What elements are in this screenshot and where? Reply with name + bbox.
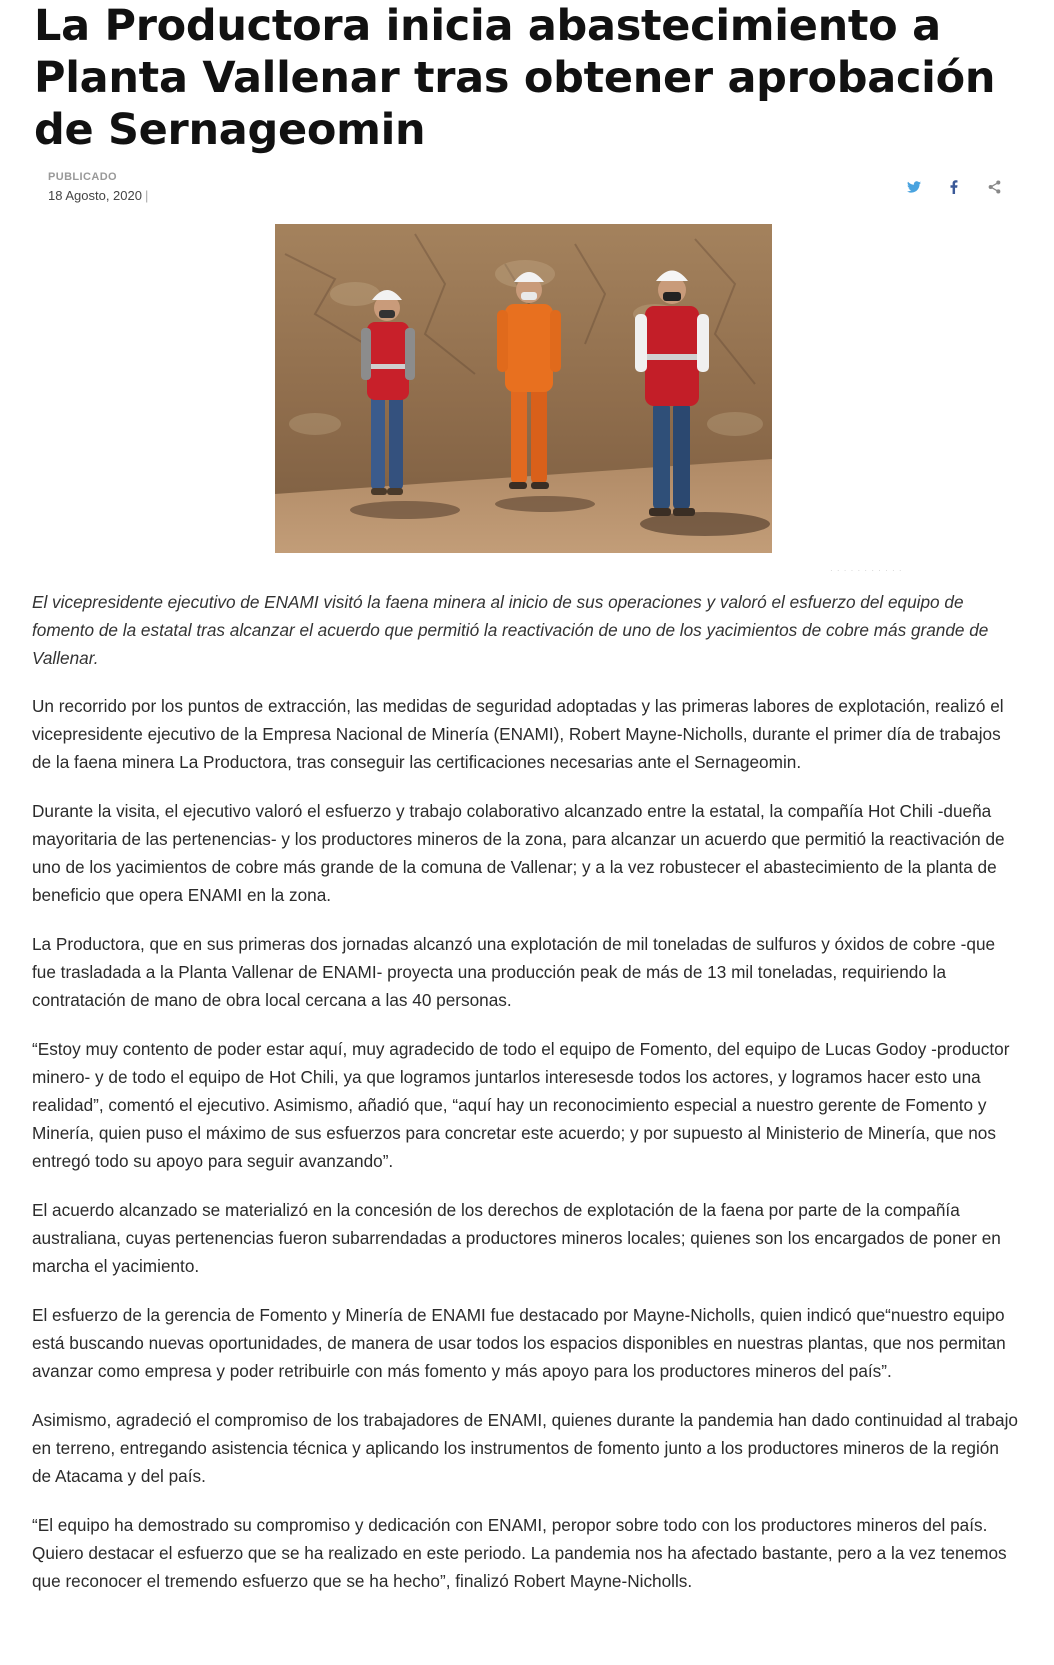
twitter-share-button[interactable] bbox=[905, 178, 923, 196]
article-paragraph: “El equipo ha demostrado su compromiso y dedicación con ENAMI, peropor sobre todo con los productores mineros del país. Quiero destacar el esfuerzo que se ha realizado en este periodo. La pandemia nos ha afectado bastante, pero a la vez tenemos que reconocer el tremendo esfuerzo que se ha hecho”, finalizó Robert Mayne-Nicholls. bbox=[32, 1515, 1007, 1591]
article-body bbox=[32, 588, 1022, 1616]
article-paragraph: La Productora, que en sus primeras dos jornadas alcanzó una explotación de mil toneladas de sulfuros y óxidos de cobre -que fue trasladada a la Planta Vallenar de ENAMI- proyecta una producción peak de más de 13 mil toneladas, requiriendo la contratación de mano de obra local cercana a las 40 personas. bbox=[32, 934, 996, 1010]
article-paragraph: Un recorrido por los puntos de extracción, las medidas de seguridad adoptadas y las primeras labores de explotación, realizó el vicepresidente ejecutivo de la Empresa Nacional de Minería (ENAMI), Robert Mayne-Nicholls, durante el primer día de trabajos de la faena minera La Productora, tras conseguir las certificaciones necesarias ante el Sernageomin. bbox=[32, 696, 1004, 772]
article-paragraph: El acuerdo alcanzado se materializó en la concesión de los derechos de explotación de la faena por parte de la compañía australiana, cuyas pertenencias fueron subarrendadas a productores mineros locales; quienes son los encargados de poner en marcha el yacimiento. bbox=[32, 1200, 1001, 1276]
publish-date: 18 Agosto, 2020 bbox=[48, 188, 142, 203]
photo-caption-dots: · · · · · · · · · · · bbox=[830, 566, 903, 575]
share-bar bbox=[905, 178, 1003, 196]
article-paragraph: El esfuerzo de la gerencia de Fomento y Minería de ENAMI fue destacado por Mayne-Nicholls, quien indicó que“nuestro equipo está buscando nuevas oportunidades, de manera de usar todos los espacios disponibles en nuestras plantas, que nos permitan avanzar como empresa y poder retribuirle con más fomento y más apoyo para los productores mineros del país”. bbox=[32, 1305, 1006, 1381]
facebook-icon bbox=[950, 180, 958, 194]
article-title: La Productora inicia abastecimiento a Planta Vallenar tras obtener aprobación de Sernageomin bbox=[34, 1, 996, 155]
share-icon bbox=[988, 180, 1001, 194]
mine-visit-photo bbox=[275, 224, 772, 553]
meta-separator: | bbox=[144, 188, 149, 203]
article-paragraph: Durante la visita, el ejecutivo valoró el esfuerzo y trabajo colaborativo alcanzado entre la estatal, la compañía Hot Chili -dueña mayoritaria de las pertenencias- y los productores mineros de la zona, para alcanzar un acuerdo que permitió la reactivación de uno de los yacimientos de cobre más grande de la comuna de Vallenar; y a la vez robustecer el abastecimiento de la planta de beneficio que opera ENAMI en la zona. bbox=[32, 801, 1005, 905]
twitter-icon bbox=[907, 181, 921, 193]
article-paragraph: “Estoy muy contento de poder estar aquí, muy agradecido de todo el equipo de Fomento, del equipo de Lucas Godoy -productor minero- y de todo el equipo de Hot Chili, ya que logramos juntarlos interesesde todos los actores, y logramos hacer esto una realidad”, comentó el ejecutivo. Asimismo, añadió que, “aquí hay un reconocimiento especial a nuestro gerente de Fomento y Minería, quien puso el máximo de sus esfuerzos para concretar este acuerdo; y por supuesto al Ministerio de Minería, que nos entregó todo su apoyo para seguir avanzando”. bbox=[32, 1039, 1010, 1171]
article-photo bbox=[275, 224, 772, 553]
article-lead: El vicepresidente ejecutivo de ENAMI visitó la faena minera al inicio de sus operaciones y valoró el esfuerzo del equipo de fomento de la estatal tras alcanzar el acuerdo que permitió la reactivación de uno de los yacimientos de cobre más grande de Vallenar. bbox=[32, 592, 989, 668]
published-label: PUBLICADO bbox=[48, 171, 117, 183]
facebook-share-button[interactable] bbox=[945, 178, 963, 196]
publish-meta bbox=[48, 170, 148, 206]
article-paragraph: Asimismo, agradeció el compromiso de los trabajadores de ENAMI, quienes durante la pandemia han dado continuidad al trabajo en terreno, entregando asistencia técnica y aplicando los instrumentos de fomento junto a los productores mineros de la región de Atacama y del país. bbox=[32, 1410, 1018, 1486]
share-button[interactable] bbox=[985, 178, 1003, 196]
publish-date-row bbox=[48, 186, 148, 206]
